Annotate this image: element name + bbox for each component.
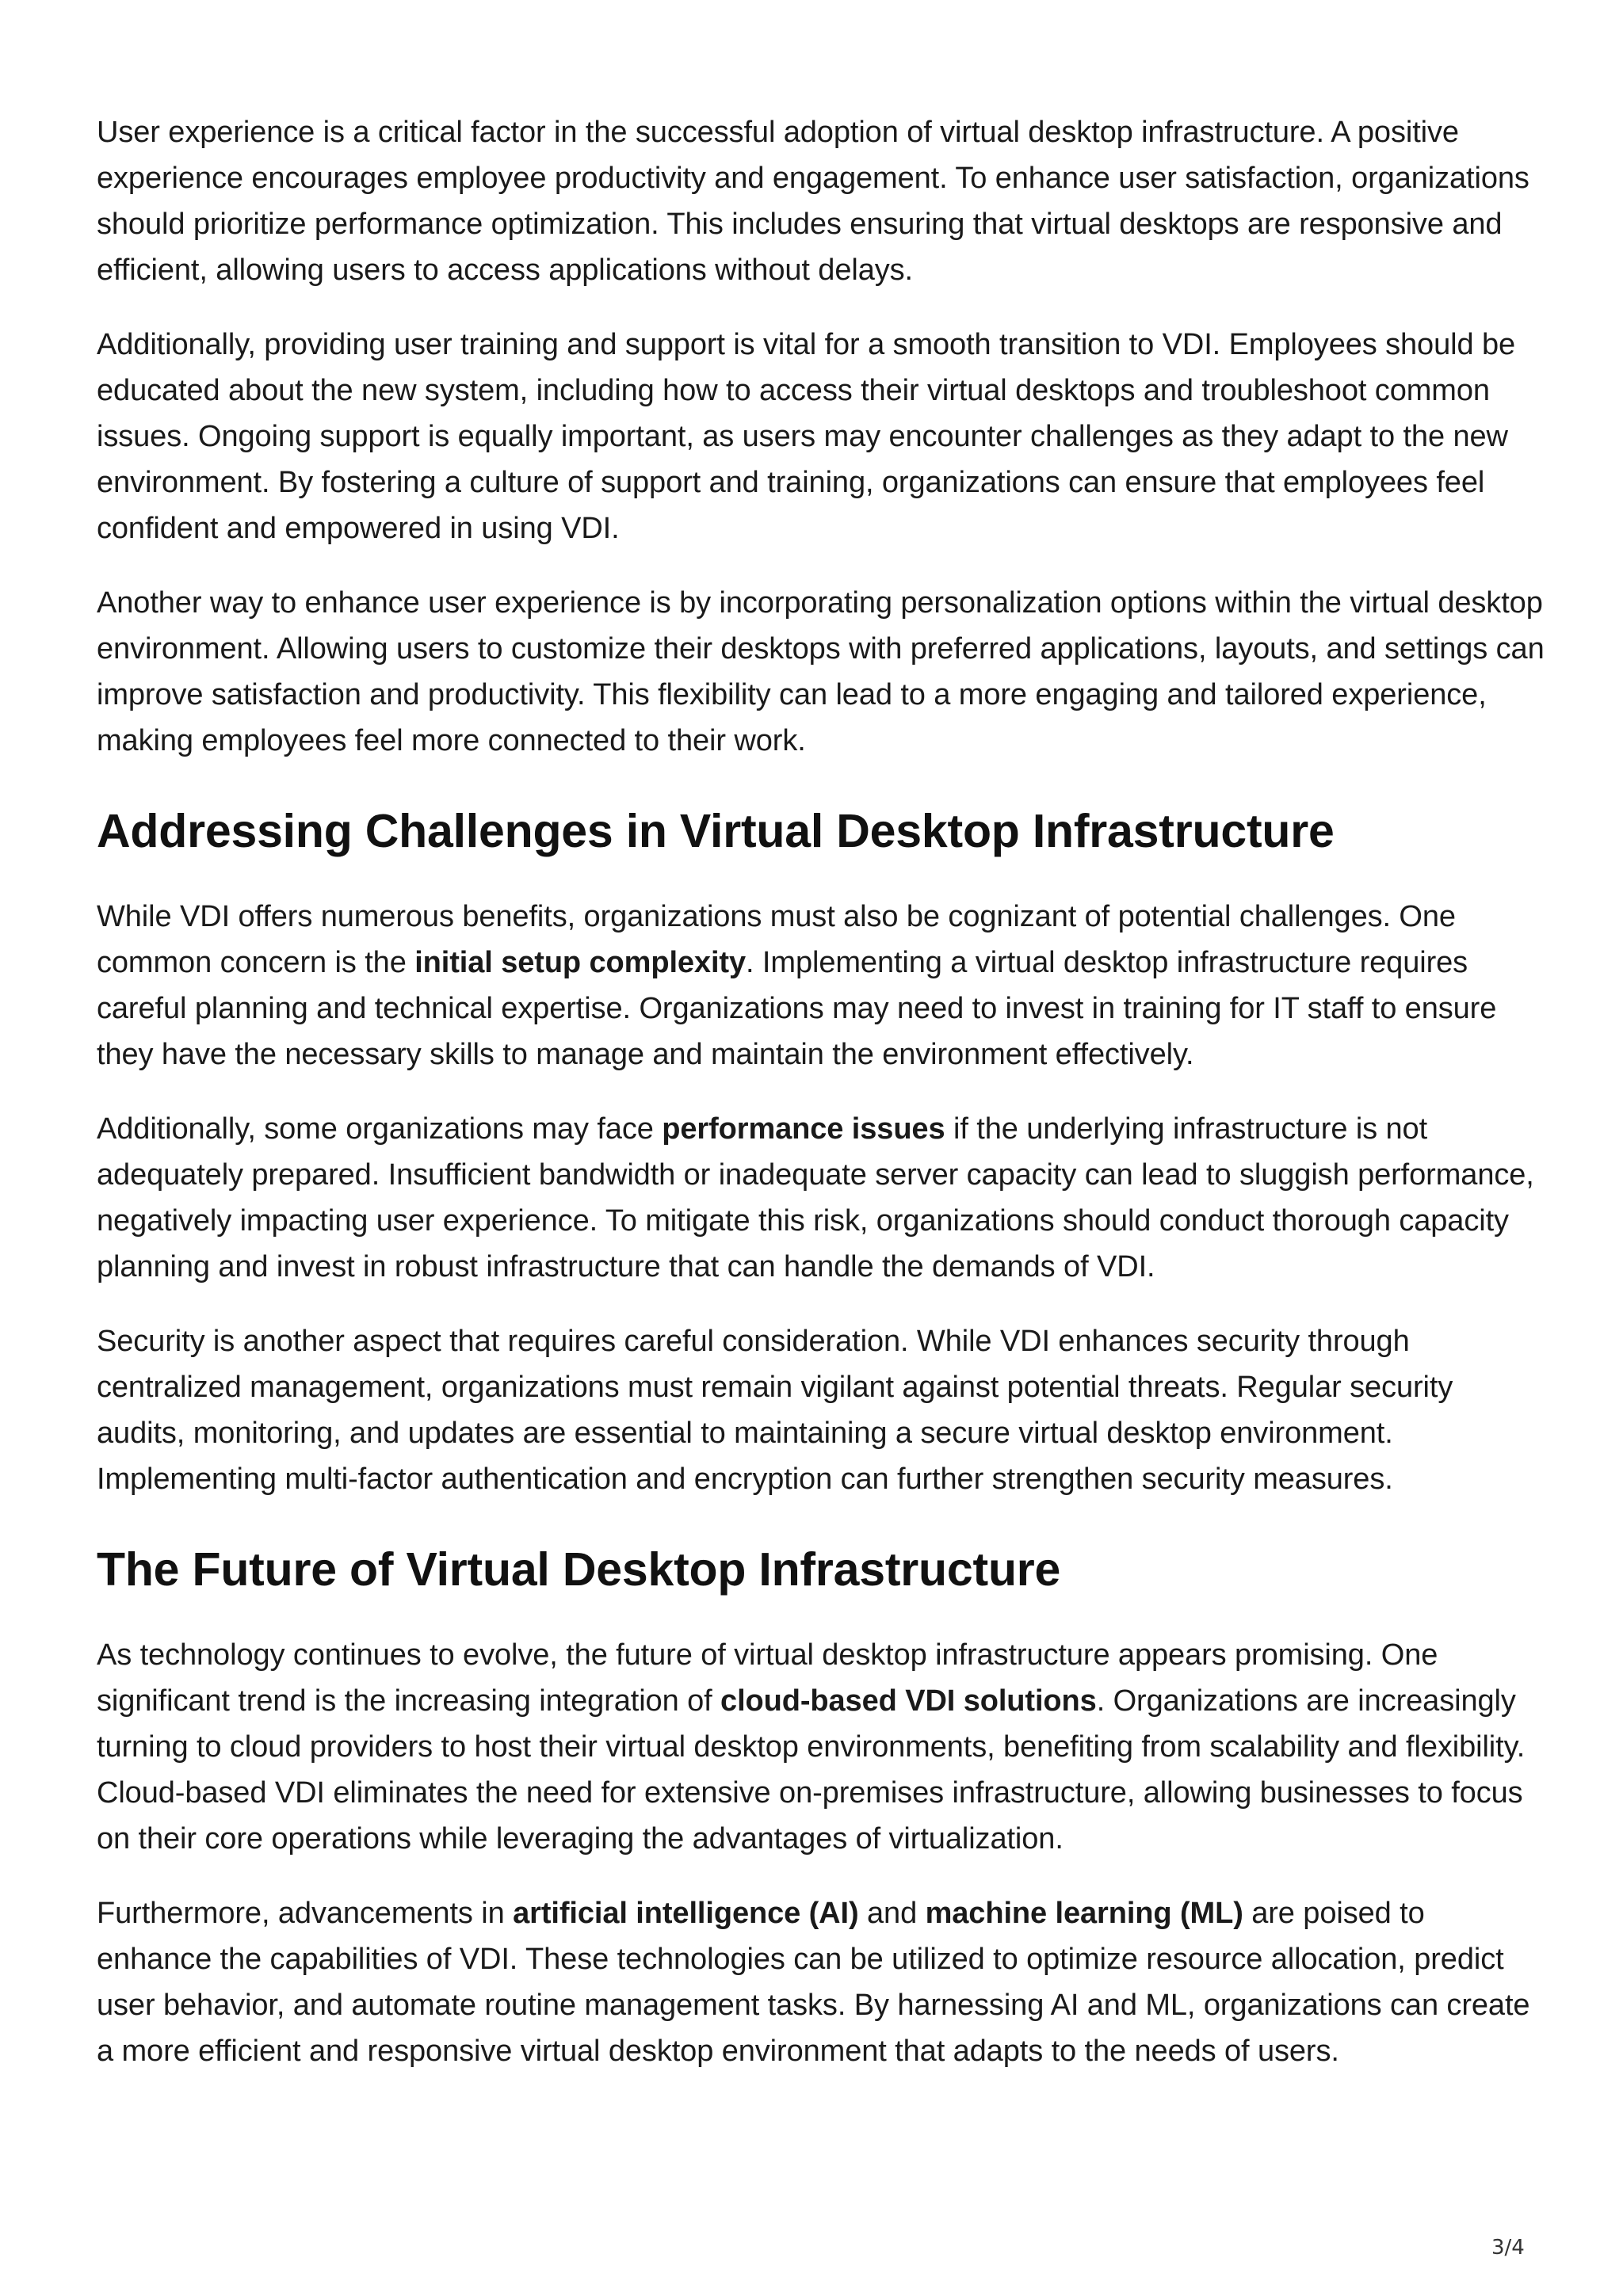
text-run: . Implementing a virtual desktop infrastructure requires careful planning and technical expertise. Organizations may need to invest in training for IT staff to ensure they have the necessary skills to manage and maintain the environment effectively. xyxy=(97,946,1497,1071)
bold-term: artificial intelligence (AI) xyxy=(513,1897,859,1930)
text-run: While VDI offers numerous benefits, organizations must also be cognizant of potential challenges. One common concern is the xyxy=(97,900,1456,979)
text-run: As technology continues to evolve, the future of virtual desktop infrastructure appears promising. One significant trend is the increasing integration of xyxy=(97,1638,1438,1718)
text-run: and xyxy=(858,1897,926,1930)
intro-paragraph-2: Additionally, providing user training and support is vital for a smooth transition to VDI. Employees should be educated about the new system, including how to access their virtual desktops and troubleshoot common issues. Ongoing support is equally important, as users may encounter challenges as they adapt to the new environment. By fostering a culture of support and training, organizations can ensure that employees feel confident and empowered in using VDI. xyxy=(97,328,1516,545)
bold-term: initial setup complexity xyxy=(414,946,747,979)
document-body xyxy=(97,109,1547,2103)
challenges-paragraph-2 xyxy=(97,1106,1547,1290)
text-run: . Organizations are increasingly turning to cloud providers to host their virtual desktop environments, benefiting from scalability and flexibility. Cloud-based VDI eliminates the need for extensive on-premises infrastructure, allowing businesses to focus on their core operations while leveraging the advantages of virtualization. xyxy=(97,1684,1526,1855)
intro-paragraph-1: User experience is a critical factor in the successful adoption of virtual desktop infrastructure. A positive experience encourages employee productivity and engagement. To enhance user satisfaction, organizations should prioritize performance optimization. This includes ensuring that virtual desktops are responsive and efficient, allowing users to access applications without delays. xyxy=(97,116,1529,287)
challenges-heading: Addressing Challenges in Virtual Desktop Infrastructure xyxy=(97,805,1335,857)
bold-term: performance issues xyxy=(662,1112,945,1146)
page-number: 3/4 xyxy=(1491,2236,1525,2260)
future-paragraph-2 xyxy=(97,1890,1547,2074)
text-run: if the underlying infrastructure is not adequately prepared. Insufficient bandwidth or inadequate server capacity can lead to sluggish performance, negatively impacting user experience. To mitigate this risk, organizations should conduct thorough capacity planning and invest in robust infrastructure that can handle the demands of VDI. xyxy=(97,1112,1534,1283)
challenges-paragraph-3: Security is another aspect that requires careful consideration. While VDI enhances security through centralized management, organizations must remain vigilant against potential threats. Regular security audits, monitoring, and updates are essential to maintaining a secure virtual desktop environment. Implementing multi-factor authentication and encryption can further strengthen security measures. xyxy=(97,1325,1453,1496)
bold-term: cloud-based VDI solutions xyxy=(720,1684,1097,1718)
text-run: Furthermore, advancements in xyxy=(97,1897,514,1930)
intro-paragraph-3: Another way to enhance user experience is by incorporating personalization options within the virtual desktop environment. Allowing users to customize their desktops with preferred applications, layouts, and settings can improve satisfaction and productivity. This flexibility can lead to a more engaging and tailored experience, making employees feel more connected to their work. xyxy=(97,586,1545,757)
text-run: Additionally, some organizations may face xyxy=(97,1112,663,1146)
bold-term: machine learning (ML) xyxy=(925,1897,1243,1930)
text-run: are poised to enhance the capabilities of VDI. These technologies can be utilized to optimize resource allocation, predict user behavior, and automate routine management tasks. By harnessing AI and ML, organizations can create a more efficient and responsive virtual desktop environment that adapts to the needs of users. xyxy=(97,1897,1530,2068)
challenges-paragraph-1 xyxy=(97,894,1547,1077)
future-paragraph-1 xyxy=(97,1632,1547,1862)
future-heading: The Future of Virtual Desktop Infrastructure xyxy=(97,1543,1061,1596)
